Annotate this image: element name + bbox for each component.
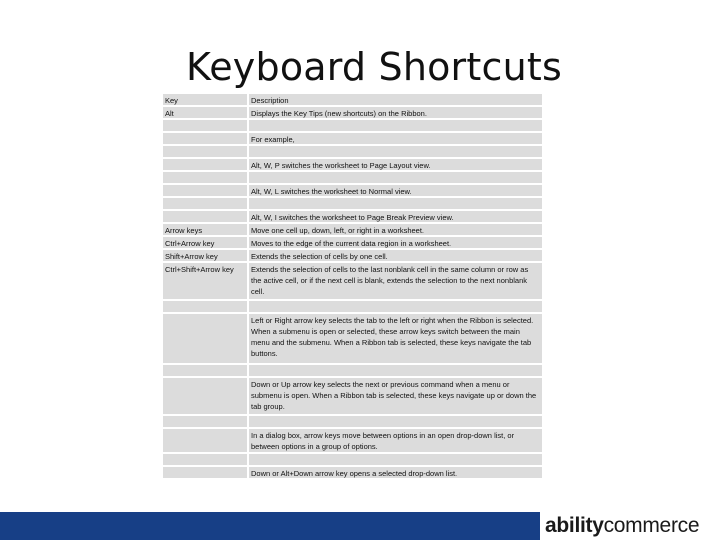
key-cell bbox=[162, 210, 248, 223]
key-cell bbox=[162, 184, 248, 197]
key-cell bbox=[162, 364, 248, 377]
table-row bbox=[162, 364, 543, 377]
description-cell: Down or Up arrow key selects the next or previous command when a menu or submenu is open. When a Ribbon tab is selected, these keys navigate up or down the tab group. bbox=[248, 377, 543, 415]
description-cell: Left or Right arrow key selects the tab to the left or right when the Ribbon is selected. When a submenu is open or selected, these arrow keys switch between the main menu and the submenu. When a Ribbon tab is selected, these keys navigate the tab buttons. bbox=[248, 313, 543, 364]
description-cell: Move one cell up, down, left, or right in a worksheet. bbox=[248, 223, 543, 236]
table-row bbox=[162, 210, 543, 223]
key-cell bbox=[162, 132, 248, 145]
table-row bbox=[162, 171, 543, 184]
table-row bbox=[162, 106, 543, 119]
table-row bbox=[162, 158, 543, 171]
key-cell: Key bbox=[162, 93, 248, 106]
key-cell bbox=[162, 377, 248, 415]
description-cell: Alt, W, P switches the worksheet to Page Layout view. bbox=[248, 158, 543, 171]
key-cell bbox=[162, 171, 248, 184]
description-cell: Alt, W, L switches the worksheet to Normal view. bbox=[248, 184, 543, 197]
table-row bbox=[162, 145, 543, 158]
table-row bbox=[162, 93, 543, 106]
key-cell bbox=[162, 453, 248, 466]
shortcuts-table bbox=[162, 93, 543, 479]
description-cell: Down or Alt+Down arrow key opens a selected drop-down list. bbox=[248, 466, 543, 479]
description-cell bbox=[248, 171, 543, 184]
key-cell bbox=[162, 415, 248, 428]
key-cell bbox=[162, 158, 248, 171]
key-cell: Ctrl+Arrow key bbox=[162, 236, 248, 249]
key-cell: Ctrl+Shift+Arrow key bbox=[162, 262, 248, 300]
description-cell bbox=[248, 415, 543, 428]
key-cell: Alt bbox=[162, 106, 248, 119]
key-cell: Arrow keys bbox=[162, 223, 248, 236]
description-cell: Alt, W, I switches the worksheet to Page Break Preview view. bbox=[248, 210, 543, 223]
logo-bold-text: ability bbox=[545, 514, 604, 537]
table-row bbox=[162, 197, 543, 210]
table-row bbox=[162, 262, 543, 300]
description-cell bbox=[248, 453, 543, 466]
table-row bbox=[162, 313, 543, 364]
description-cell: Extends the selection of cells to the last nonblank cell in the same column or row as the active cell, or if the next cell is blank, extends the selection to the next nonblank cell. bbox=[248, 262, 543, 300]
key-cell bbox=[162, 119, 248, 132]
key-cell bbox=[162, 197, 248, 210]
table-row bbox=[162, 428, 543, 453]
key-cell bbox=[162, 145, 248, 158]
slide-title: Keyboard Shortcuts bbox=[186, 45, 562, 89]
description-cell: Displays the Key Tips (new shortcuts) on the Ribbon. bbox=[248, 106, 543, 119]
description-cell: Moves to the edge of the current data region in a worksheet. bbox=[248, 236, 543, 249]
key-cell bbox=[162, 300, 248, 313]
key-cell bbox=[162, 466, 248, 479]
description-cell: Extends the selection of cells by one cell. bbox=[248, 249, 543, 262]
table-row bbox=[162, 466, 543, 479]
description-cell bbox=[248, 197, 543, 210]
table-row bbox=[162, 236, 543, 249]
ability-commerce-logo bbox=[545, 512, 720, 540]
key-cell: Shift+Arrow key bbox=[162, 249, 248, 262]
description-cell: For example, bbox=[248, 132, 543, 145]
table-row bbox=[162, 249, 543, 262]
description-cell bbox=[248, 145, 543, 158]
key-cell bbox=[162, 313, 248, 364]
description-cell: Description bbox=[248, 93, 543, 106]
table-row bbox=[162, 119, 543, 132]
key-cell bbox=[162, 428, 248, 453]
logo-regular-text: commerce bbox=[603, 514, 700, 537]
description-cell bbox=[248, 300, 543, 313]
table-row bbox=[162, 453, 543, 466]
table-row bbox=[162, 132, 543, 145]
table-row bbox=[162, 377, 543, 415]
description-cell bbox=[248, 364, 543, 377]
description-cell: In a dialog box, arrow keys move between options in an open drop-down list, or between options in a group of options. bbox=[248, 428, 543, 453]
table-row bbox=[162, 415, 543, 428]
table-row bbox=[162, 223, 543, 236]
table-row bbox=[162, 184, 543, 197]
table-row bbox=[162, 300, 543, 313]
description-cell bbox=[248, 119, 543, 132]
footer-bar bbox=[0, 512, 540, 540]
